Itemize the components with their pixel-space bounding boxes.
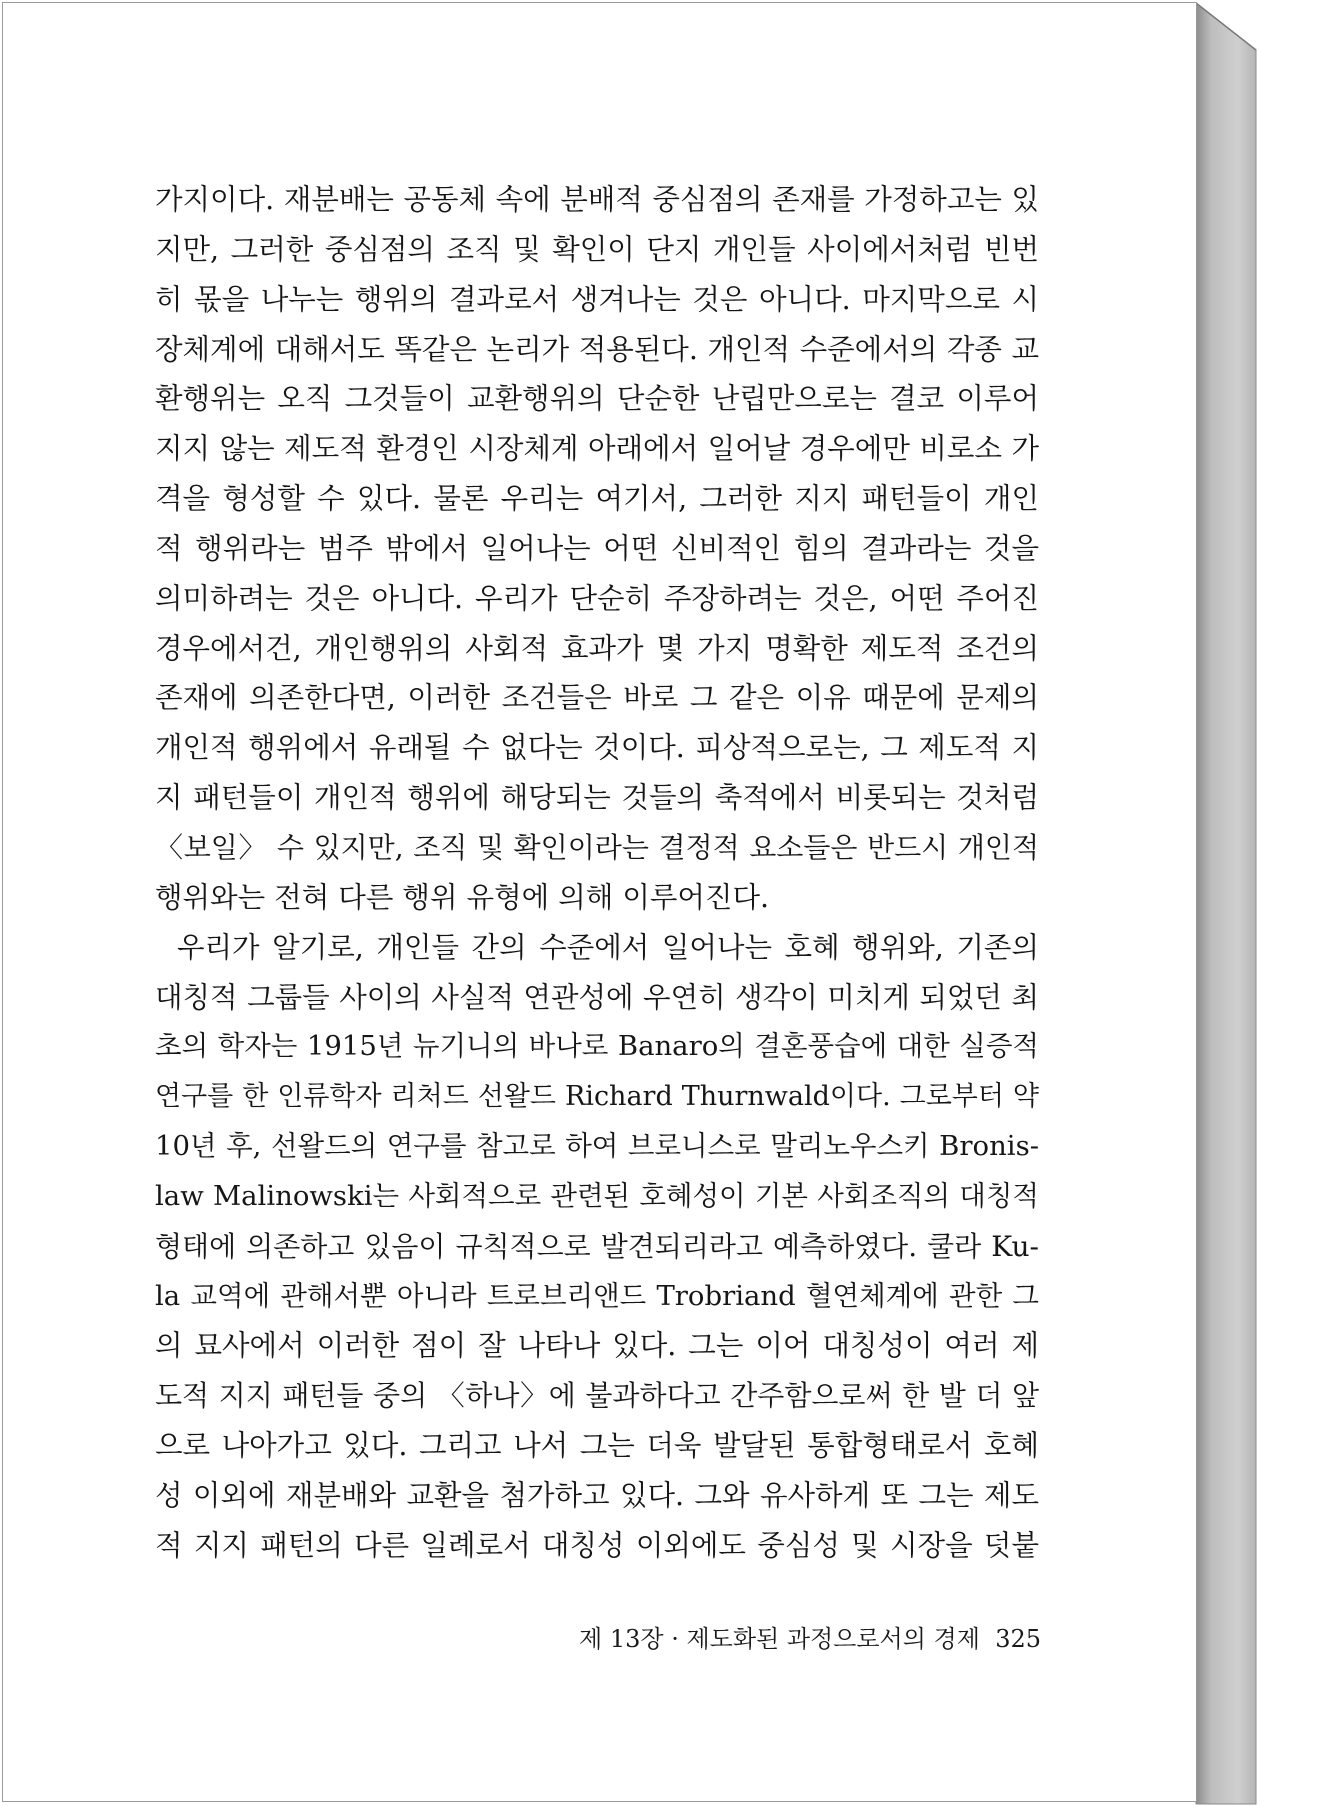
text-line: 히 몫을 나누는 행위의 결과로서 생겨나는 것은 아니다. 마지막으로 시 [155,282,1039,316]
text-line: 개인적 행위에서 유래될 수 없다는 것이다. 피상적으로는, 그 제도적 지 [155,731,1039,765]
text-line: 으로 나아가고 있다. 그리고 나서 그는 더욱 발달된 통합형태로서 호혜 [155,1429,1039,1463]
text-line: 적 행위라는 범주 밖에서 일어나는 어떤 신비적인 힘의 결과라는 것을 [155,531,1039,565]
text-line: 장체계에 대해서도 똑같은 논리가 적용된다. 개인적 수준에서의 각종 교 [155,332,1039,366]
text-line: 경우에서건, 개인행위의 사회적 효과가 몇 가지 명확한 제도적 조건의 [155,631,1039,665]
body-text [155,175,1039,1571]
text-line: 〈보일〉 수 있지만, 조직 및 확인이라는 결정적 요소들은 반드시 개인적 [155,830,1039,864]
paragraph-last-line: 행위와는 전혀 다른 행위 유형에 의해 이루어진다. [155,880,770,914]
text-line: 성 이외에 재분배와 교환을 첨가하고 있다. 그와 유사하게 또 그는 제도 [155,1478,1039,1512]
text-line: 존재에 의존한다면, 이러한 조건들은 바로 그 같은 이유 때문에 문제의 [155,681,1039,715]
text-line: la 교역에 관해서뿐 아니라 트로브리앤드 Trobriand 혈연체계에 관한 그 [155,1279,1039,1312]
text-line: 대칭적 그룹들 사이의 사실적 연관성에 우연히 생각이 미치게 되었던 최 [155,980,1039,1014]
text-line: 형태에 의존하고 있음이 규칙적으로 발견되리라고 예측하였다. 쿨라 Ku- [155,1229,1039,1263]
paragraph-first-line: 우리가 알기로, 개인들 간의 수준에서 일어나는 호혜 행위와, 기존의 [177,930,1039,964]
book-page [2,2,1197,1802]
text-line: 초의 학자는 1915년 뉴기니의 바나로 Banaro의 결혼풍습에 대한 실증적 [155,1030,1039,1063]
text-line: 도적 지지 패턴들 중의 〈하나〉에 불과하다고 간주함으로써 한 발 더 앞 [155,1379,1039,1413]
text-line: 격을 형성할 수 있다. 물론 우리는 여기서, 그러한 지지 패턴들이 개인 [155,482,1039,516]
text-line: 적 지지 패턴의 다른 일례로서 대칭성 이외에도 중심성 및 시장을 덧붙 [155,1528,1039,1562]
text-line: 의미하려는 것은 아니다. 우리가 단순히 주장하려는 것은, 어떤 주어진 [155,581,1039,615]
page-number: 325 [995,1625,1041,1653]
text-line: 의 묘사에서 이러한 점이 잘 나타나 있다. 그는 이어 대칭성이 여러 제 [155,1329,1039,1363]
page-footer [563,1619,1041,1659]
text-line: 10년 후, 선왈드의 연구를 참고로 하여 브로니스로 말리노우스키 Bronis- [155,1130,1039,1163]
text-line: 환행위는 오직 그것들이 교환행위의 단순한 난립만으로는 결코 이루어 [155,382,1039,416]
text-line: 지지 않는 제도적 환경인 시장체계 아래에서 일어날 경우에만 비로소 가 [155,432,1039,466]
running-head: 제 13장 · 제도화된 과정으로서의 경제 [579,1625,980,1653]
text-line: 지만, 그러한 중심점의 조직 및 확인이 단지 개인들 사이에서처럼 빈번 [155,232,1039,266]
text-line: 가지이다. 재분배는 공동체 속에 분배적 중심점의 존재를 가정하고는 있 [155,183,1039,216]
text-line: 연구를 한 인류학자 리처드 선왈드 Richard Thurnwald이다. 그로부터 약 [155,1081,1039,1113]
text-line: 지 패턴들이 개인적 행위에 해당되는 것들의 축적에서 비롯되는 것처럼 [155,781,1039,815]
text-line: law Malinowski는 사회적으로 관련된 호혜성이 기본 사회조직의 대칭적 [155,1179,1039,1212]
